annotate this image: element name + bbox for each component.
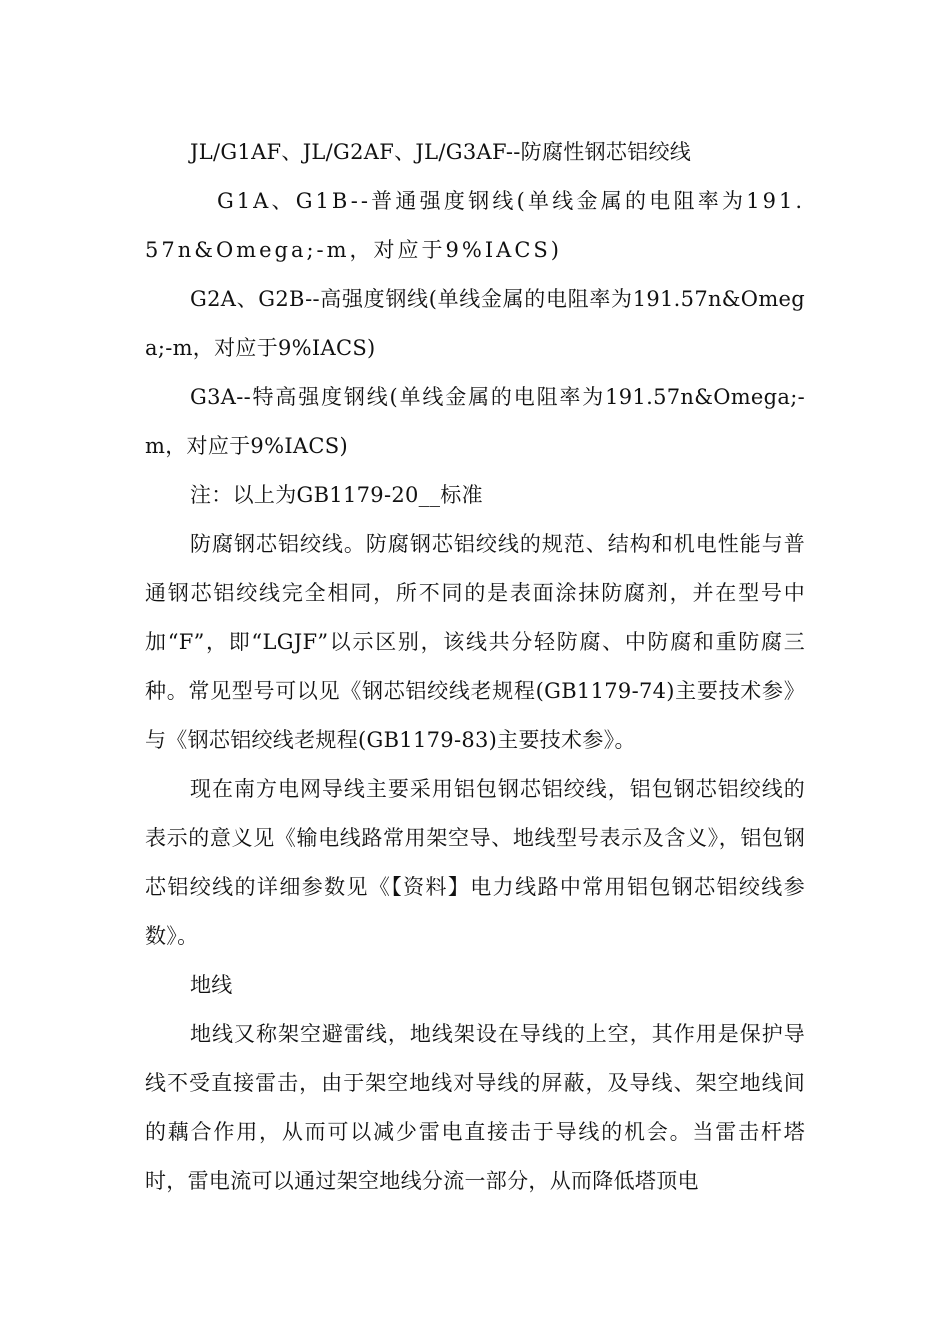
paragraph-southern-grid: 现在南方电网导线主要采用铝包钢芯铝绞线，铝包钢芯铝绞线的表示的意义见《输电线路常用架空导、地线型号表示及含义》，铝包钢芯铝绞线的详细参数见《【资料】电力线路中常用铝包钢芯铝绞线参数》。 bbox=[145, 777, 805, 948]
document-body bbox=[145, 128, 805, 1206]
paragraph-type-list: JL/G1AF、JL/G2AF、JL/G3AF--防腐性钢芯铝绞线 bbox=[190, 140, 692, 164]
paragraph-standard-note: 注：以上为GB1179-20__标准 bbox=[190, 483, 483, 507]
paragraph-g2-definition: G2A、G2B--高强度钢线(单线金属的电阻率为191.57n&Omega;-m，对应于9%IACS) bbox=[145, 287, 805, 360]
paragraph-g1-definition: G1A、G1B--普通强度钢线(单线金属的电阻率为191.57n&Omega;-m，对应于9%IACS) bbox=[145, 189, 805, 262]
paragraph-g3-definition: G3A--特高强度钢线(单线金属的电阻率为191.57n&Omega;-m，对应于9%IACS) bbox=[145, 385, 805, 458]
paragraph-ground-wire: 地线又称架空避雷线，地线架设在导线的上空，其作用是保护导线不受直接雷击，由于架空地线对导线的屏蔽，及导线、架空地线间的藕合作用，从而可以减少雷电直接击于导线的机会。当雷击杆塔时，雷电流可以通过架空地线分流一部分，从而降低塔顶电 bbox=[145, 1022, 805, 1193]
paragraph-anticorrosion: 防腐钢芯铝绞线。防腐钢芯铝绞线的规范、结构和机电性能与普通钢芯铝绞线完全相同，所不同的是表面涂抹防腐剂，并在型号中加“F”，即“LGJF”以示区别，该线共分轻防腐、中防腐和重防腐三种。常见型号可以见《钢芯铝绞线老规程(GB1179-74)主要技术参》与《钢芯铝绞线老规程(GB1179-83)主要技术参》。 bbox=[145, 532, 805, 752]
section-heading-ground-wire: 地线 bbox=[190, 973, 233, 997]
